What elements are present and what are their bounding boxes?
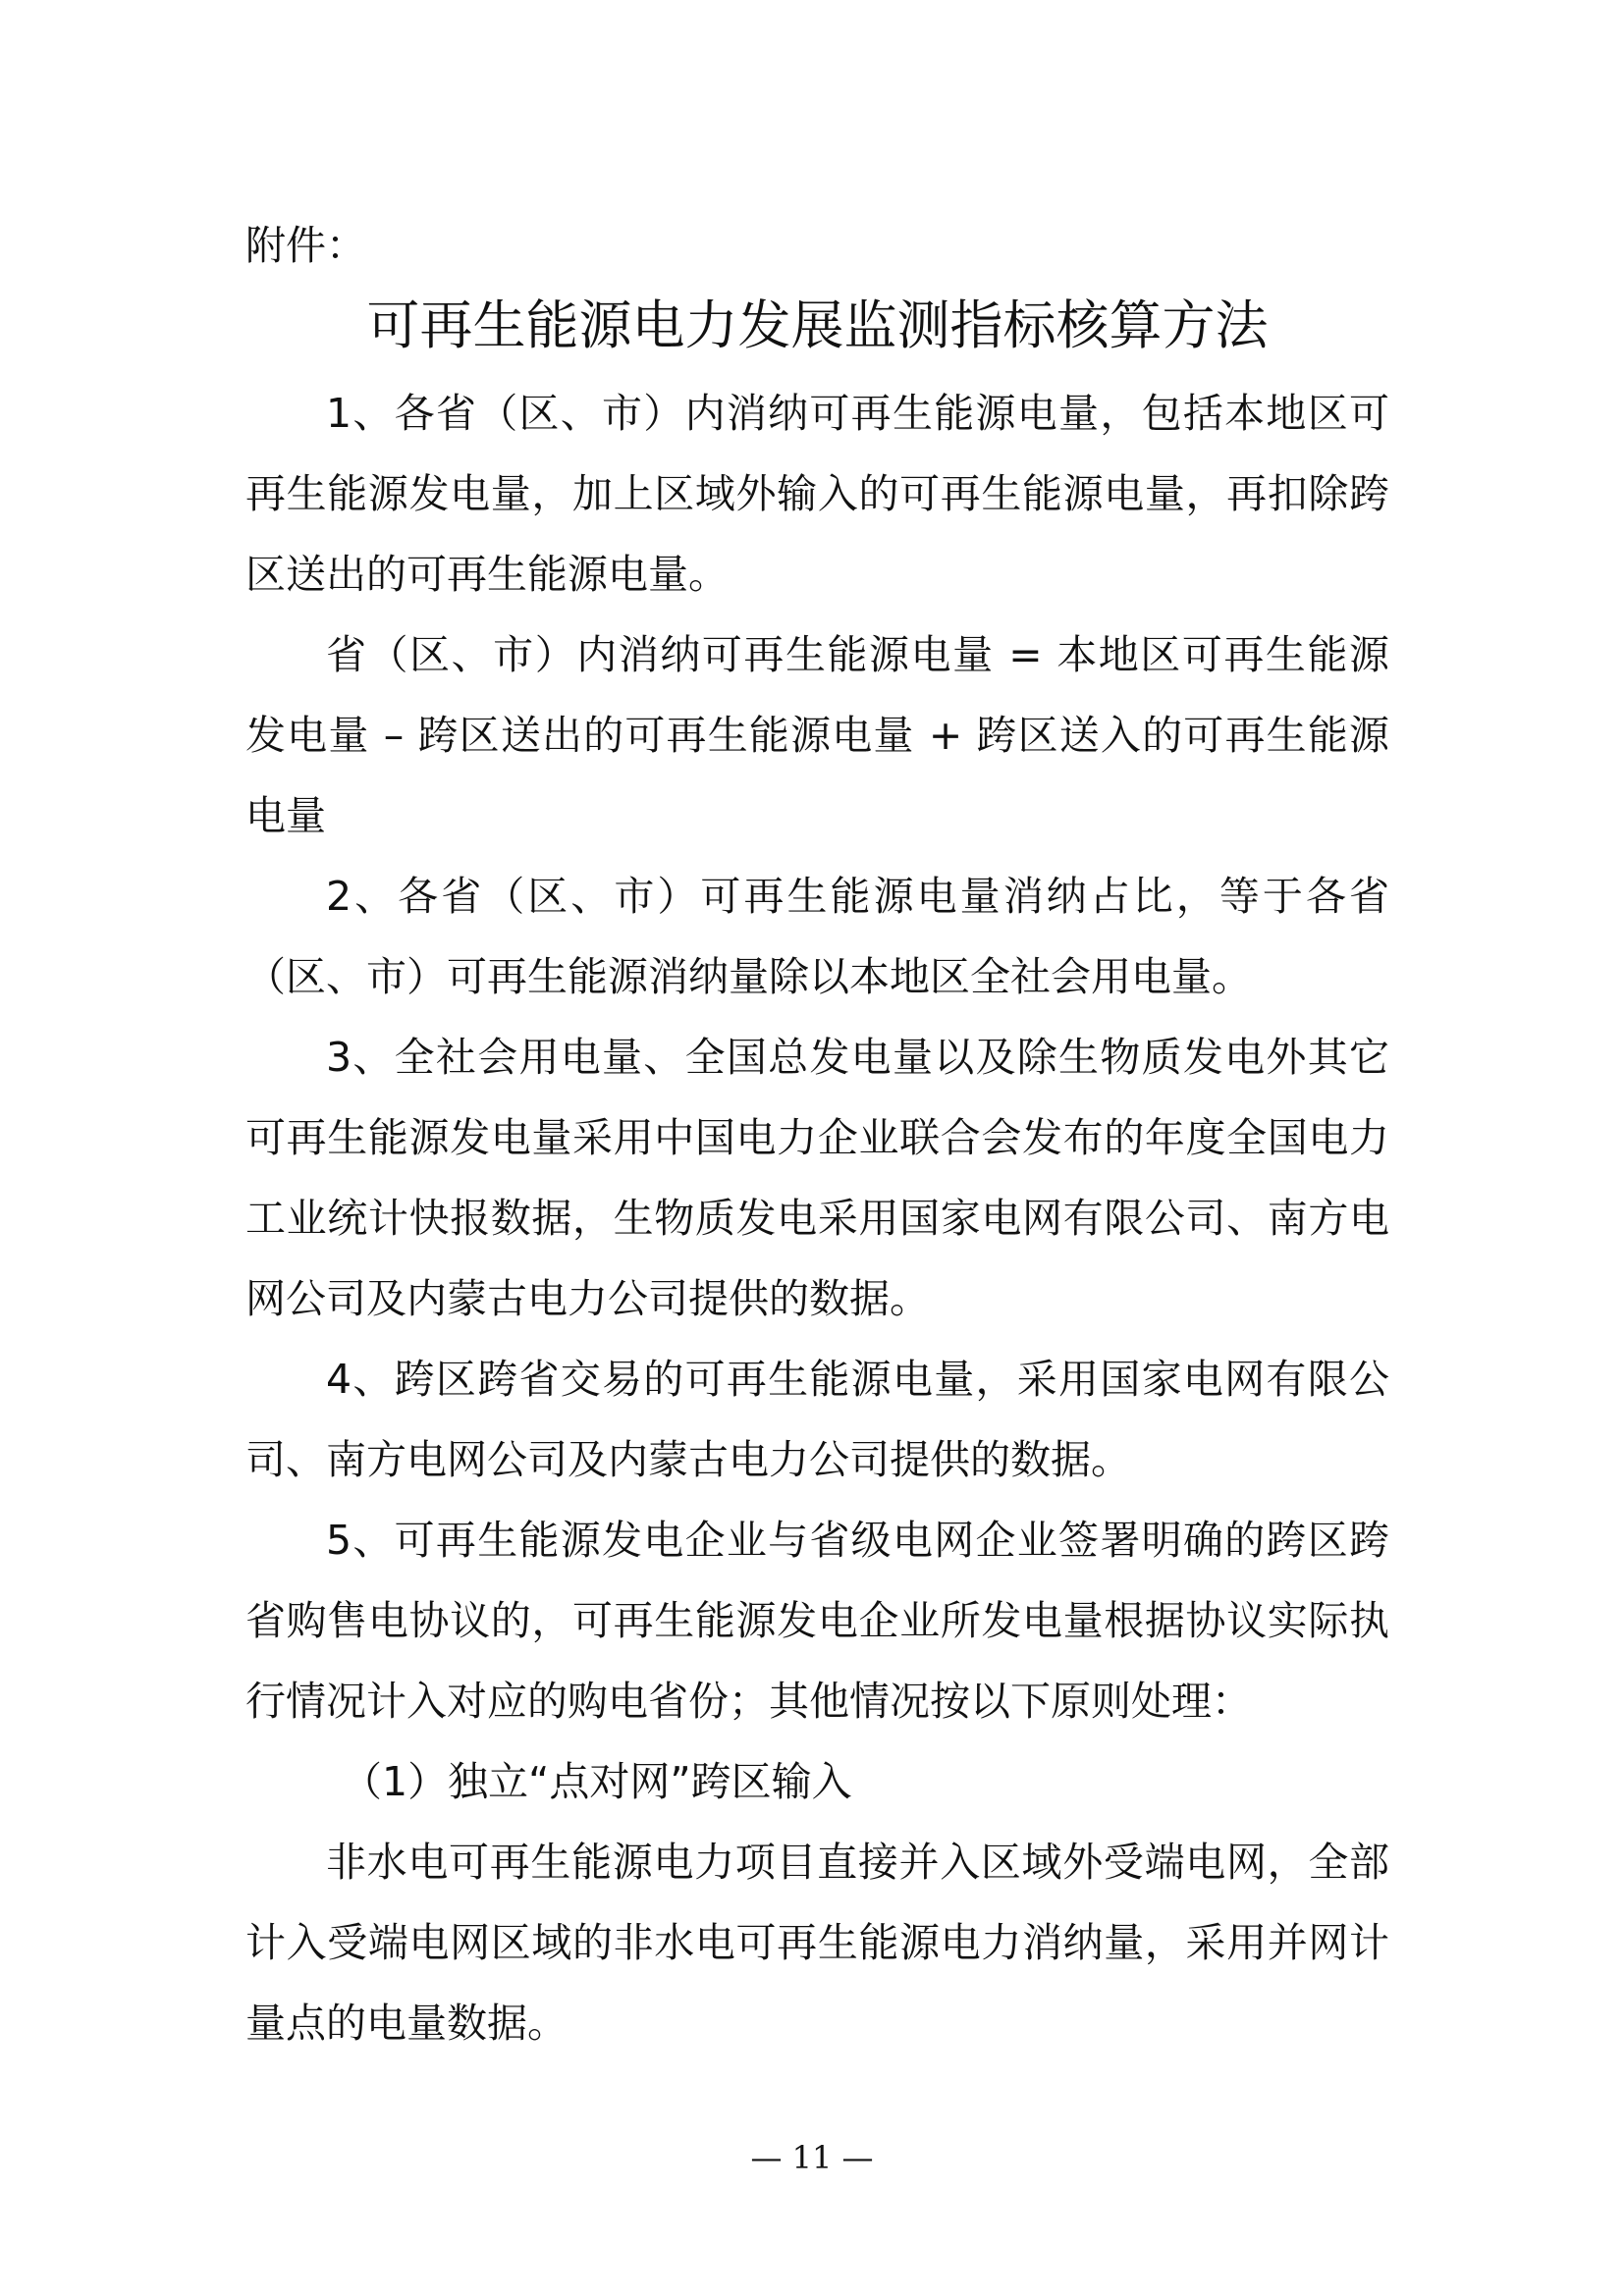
document-body (245, 216, 1389, 2063)
sub-heading-1: （1）独立“点对网”跨区输入 (342, 1758, 852, 1805)
attachment-label: 附件： (245, 222, 366, 269)
paragraph-formula: 省（区、市）内消纳可再生能源电量 = 本地区可再生能源发电量 – 跨区送出的可再生能源电量 + 跨区送入的可再生能源电量 (245, 631, 1389, 839)
paragraph-3: 3、全社会用电量、全国总发电量以及除生物质发电外其它可再生能源发电量采用中国电力企业联合会发布的年度全国电力工业统计快报数据，生物质发电采用国家电网有限公司、南方电网公司及内蒙古电力公司提供的数据。 (245, 1034, 1389, 1322)
paragraph-sub-1: 非水电可再生能源电力项目直接并入区域外受端电网，全部计入受端电网区域的非水电可再生能源电力消纳量，采用并网计量点的电量数据。 (245, 1839, 1389, 2047)
paragraph-4: 4、跨区跨省交易的可再生能源电量，采用国家电网有限公司、南方电网公司及内蒙古电力公司提供的数据。 (245, 1356, 1389, 1483)
paragraph-1: 1、各省（区、市）内消纳可再生能源电量，包括本地区可再生能源发电量，加上区域外输入的可再生能源电量，再扣除跨区送出的可再生能源电量。 (245, 390, 1389, 598)
paragraph-2: 2、各省（区、市）可再生能源电量消纳占比，等于各省（区、市）可再生能源消纳量除以本地区全社会用电量。 (245, 873, 1389, 1000)
paragraph-5: 5、可再生能源发电企业与省级电网企业签署明确的跨区跨省购售电协议的，可再生能源发电企业所发电量根据协议实际执行情况计入对应的购电省份；其他情况按以下原则处理： (245, 1517, 1389, 1725)
page-number: — 11 — (750, 2139, 874, 2176)
document-title: 可再生能源电力发展监测指标核算方法 (366, 294, 1269, 356)
